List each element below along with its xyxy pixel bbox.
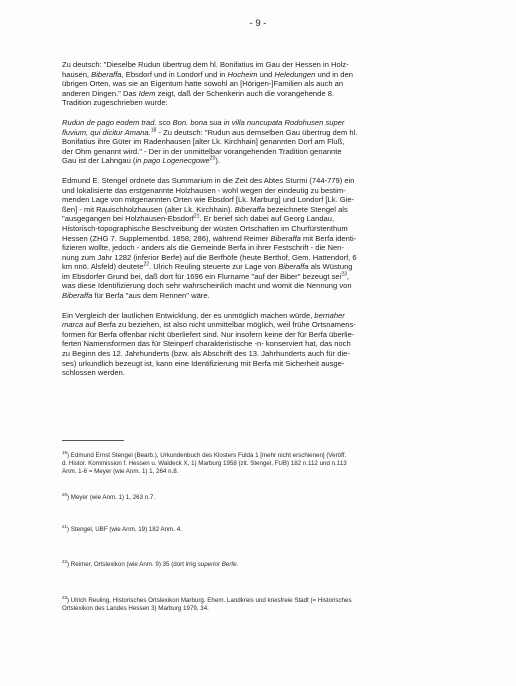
footnote-ref: 22 [143,261,150,268]
italic-text: Biberaffa [270,233,301,243]
text-run: ). [215,156,220,166]
text-run: . Ulrich Reuling steuerte zur Lage von [149,262,279,272]
text-run: . [236,561,239,568]
footnote-20 [62,491,460,502]
paragraph-tradition-quote [62,118,460,166]
text-run: ) Meyer (wie Anm. 1) 1, 263 n.7. [67,494,156,501]
italic-text: Biberaffa [62,291,93,301]
footnote-ref: 21 [193,213,200,220]
text-run: ) Edmund Ernst Stengel (Bearb.), Urkundenbuch des Klosters Fulda 1 [mehr nicht erschienen] (Veröff. d. Histor. Kommission f. Hessen u. Waldeck X, 1) Marburg 1958 (zit. Stengel, FUB) 182 n.112 und n.113 Anm. 1-6 = Meyer (wie Anm. 1) 1, 264 n.8. [62,452,347,475]
page-number: - 9 - [249,18,267,29]
footnote-ref: 23 [62,594,68,600]
italic-text: Biberaffa [91,69,122,79]
text-run: auf Berfa zu beziehen, ist also nicht unmittelbar möglich, weil frühe Ortsnamens- formen für Berfa offenbar nicht überliefert sind. Nur insofern keine der für Berfa überlie- ferten Namensformen das für Steinperf charakteristische -n- konserviert hat, das noch zu Beginn des 12. Jahrhunderts (bzw. als Abschrift des 13. Jahrhunderts auch für die- ses) urkundlich bezeugt ist, kann eine Identifizierung mit Berfa mit Sicherheit ausge- schlossen werden. [62,320,356,378]
text-run: mit Berfa identi- fizieren wollte, jedoch - anders als die Gemeinde Berfa in ihrer Festschrift - die Nen- nung zum Jahr 1282 (inferior Berfe) auf die Berfhöfe (heute Berthof, Gem. Hattendorf, 6 km nnö. Alsfeld) deutete [62,233,357,272]
text-run: zeigt, daß der Schenkerin auch die vorangehende 8. Tradition zugeschrieben wurde: [62,88,335,108]
paragraph-comparison [62,311,460,378]
italic-text: Rudun de pago eodem trad. sco Bon. bona sua in villa nuncupata Rodohusen super fluvium, qui dicitur Amana. [62,117,345,137]
text-run: . Er berief sich dabei auf Georg Landau, Historisch-topographische Beschreibung der wüsten Ortschaften im Churfürstenthum Hessen (ZHG 7. Supplementbd. 1858, 286), während Reimer [62,214,348,243]
text-run: ) Ulrich Reuling, Historisches Ortslexikon Marburg. Ehem. Landkreis und kreisfreie Stadt (= Historisches Ortslexikon des Landes Hessen 3) Marburg 1979, 34. [62,597,352,612]
footnote-23 [62,594,460,613]
footnote-separator [62,440,124,441]
text-run: - Zu deutsch: "Rudun aus demselben Gau übertrug dem hl. Bonifatius ihre Güter im Radenhausen [alter Lk. Kirchhain] genannten Dorf am Fluß, der Ohm genannt wird." - Der in der unmittelbar vorangehenden Tradition genannte Gau ist der Lahngau ( [62,127,358,166]
italic-text: Hocheim [227,69,258,79]
footnote-22 [62,558,460,569]
text-run: ) Stengel, UBF (wie Anm. 19) 182 Anm. 4. [67,526,182,533]
body-text [62,60,460,388]
footnote-ref: 19 [62,449,68,455]
italic-text: Heledungen [274,69,316,79]
footnote-ref: 23 [341,271,347,278]
italic-text: Biberaffa [234,204,266,214]
text-run: , was diese Identifizierung doch sehr wahrscheinlich macht und womit die Nennung von [62,271,352,291]
text-run: Edmund E. Stengel ordnete das Summarium in die Zeit des Abtes Sturmi (744-779) ein und lokalisierte das erstgenannte Holzhausen - wohl wegen der eindeutig zu bestim- menden Lage von mitgenannten Orten wie Ebsdorf [Lk. Marburg] und Londorf [Lk. Gie- ßen] - mit Rauischholzhausen (alter Lk. Kirchhain). [62,175,355,214]
footnote-ref: 21 [62,523,68,529]
text-run: bezeichnete Stengel als "ausgegangen bei Holzhausen-Ebsdorf [62,204,348,224]
italic-text: superior Berfe [197,561,237,568]
footnote-19 [62,449,460,476]
footnote-ref: 20 [209,155,216,162]
text-run: Ein Vergleich der lautlichen Entwicklung, der es unmöglich machen würde, [62,310,315,320]
text-run: für Berfa "aus dem Rennen" wäre. [92,291,210,301]
text-run: als Wüstung im Ebsdorfer Grund bei, daß dort für 1696 ein Flurname "auf der Biber" bezeugt sei [62,262,353,281]
footnote-21 [62,523,460,534]
text-run: Zu deutsch: "Dieselbe Rudun übertrug dem hl. Bonifatius im Gau der Hessen in Holz- hausen, [62,60,349,79]
italic-text: bernaher marca [62,310,345,330]
text-run: ) Reimer, Ortslexikon (wie Anm. 9) 35 (dort irrig [67,561,198,568]
italic-text: in pago Logenecgowe [135,156,210,166]
footnote-ref: 22 [62,558,68,564]
text-run: und in den übrigen Orten, was sie an Eigentum hatte sowohl an [Hörigen-]Familien als auch an anderen Dingen." Das [62,69,353,98]
paragraph-translation-8 [62,60,460,108]
footnote-ref: 20 [62,491,68,497]
text-run: und [257,69,275,79]
text-run: , Ebsdorf und in Londorf und in [121,69,228,79]
italic-text: Idem [138,88,156,98]
footnote-ref: 18 [150,127,157,134]
paragraph-stengel [62,176,460,301]
italic-text: Biberaffa [278,262,309,272]
